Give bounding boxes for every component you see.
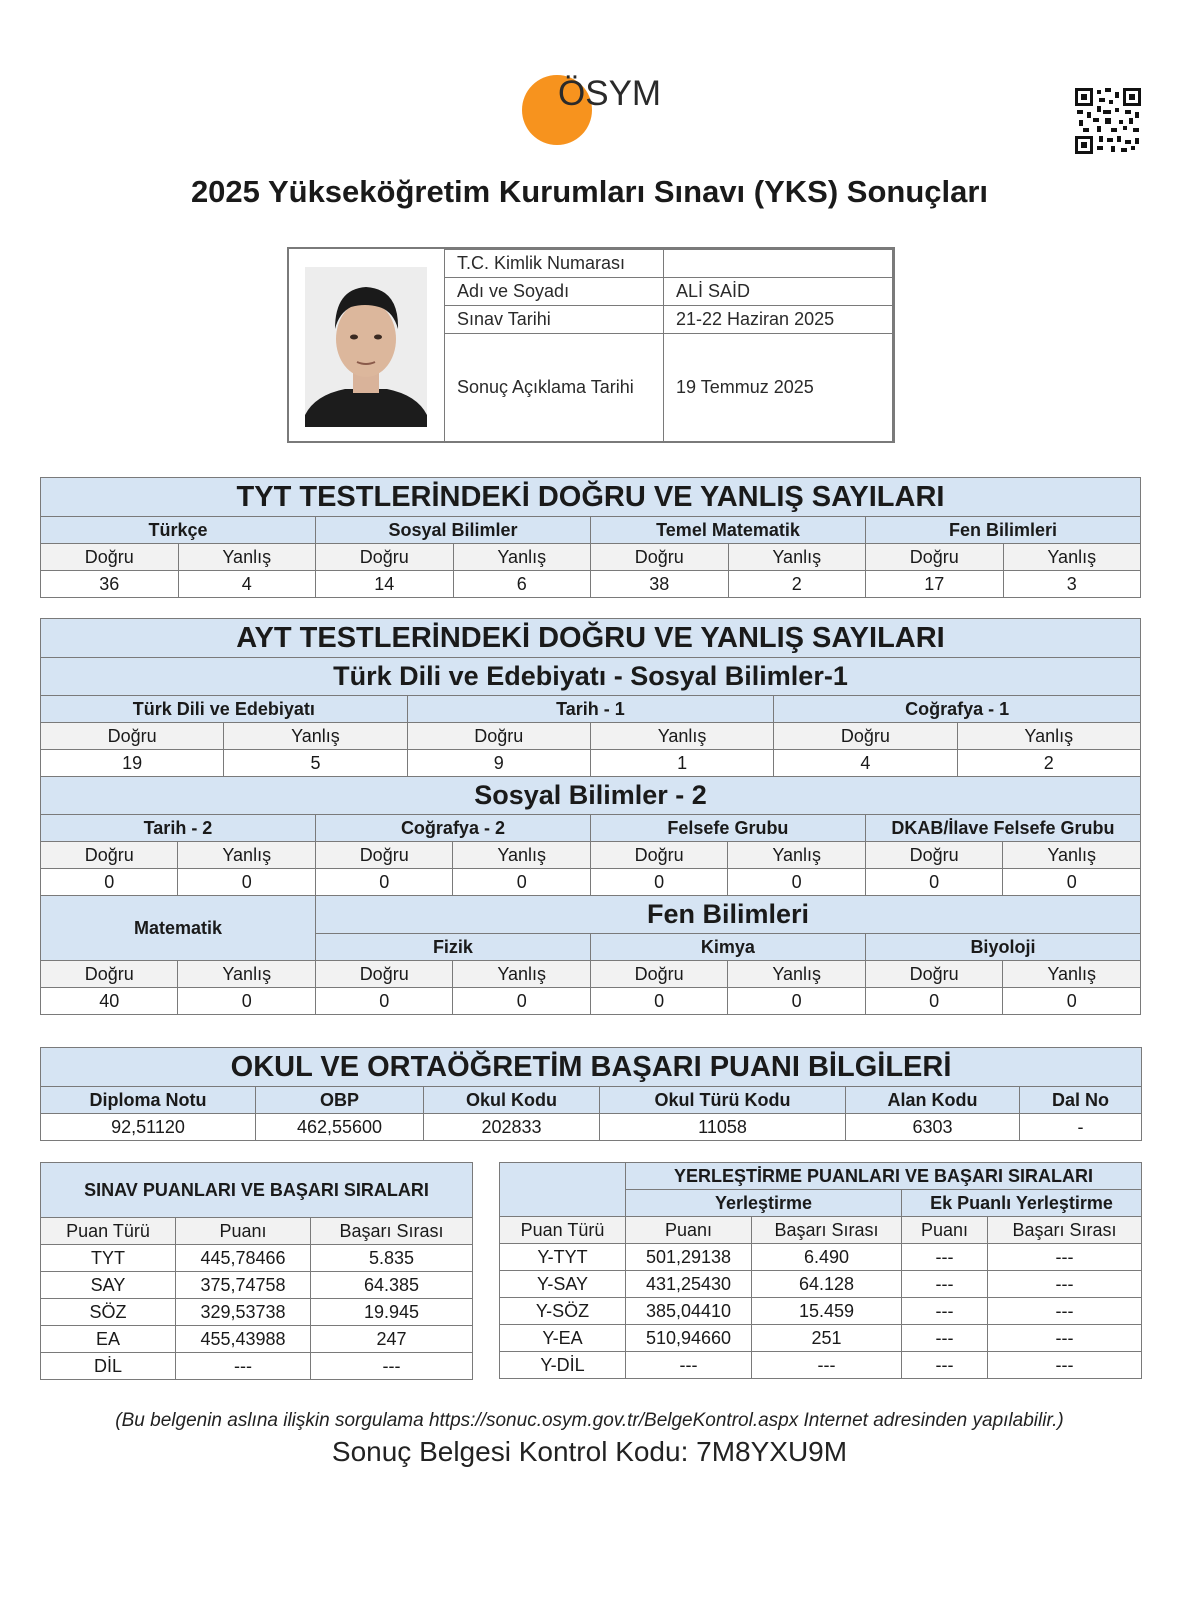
qr-code-icon — [1075, 88, 1141, 154]
dogru-value: 36 — [41, 571, 179, 598]
ayt-subject-header: Tarih - 2 — [41, 815, 316, 842]
dogru-value: 0 — [865, 869, 1002, 896]
ayt-subject-header: Biyoloji — [865, 934, 1140, 961]
control-code: Sonuç Belgesi Kontrol Kodu: 7M8YXU9M — [331, 1436, 848, 1467]
dogru-label: Doğru — [866, 544, 1004, 571]
dogru-value: 19 — [41, 750, 224, 777]
exam-date-value: 21-22 Haziran 2025 — [664, 306, 893, 334]
student-photo — [305, 267, 427, 427]
ek-sira-value: --- — [988, 1244, 1142, 1271]
tyt-subject-header: Fen Bilimleri — [866, 517, 1141, 544]
yanlis-value: 0 — [1003, 988, 1141, 1015]
identity-label: Sonuç Açıklama Tarihi — [445, 334, 664, 442]
ayt-subject-header: Tarih - 1 — [407, 696, 774, 723]
okul-header: Okul Kodu — [424, 1087, 600, 1114]
ayt-title: AYT TESTLERİNDEKİ DOĞRU VE YANLIŞ SAYILARI — [41, 619, 1141, 658]
yanlis-value: 0 — [728, 869, 865, 896]
puan-value: --- — [176, 1353, 311, 1380]
table-row — [41, 1353, 473, 1380]
obp-value: 462,55600 — [256, 1114, 424, 1141]
table-row — [41, 1299, 473, 1326]
okul-header: Dal No — [1020, 1087, 1142, 1114]
yanlis-value: 2 — [957, 750, 1140, 777]
yanlis-value: 0 — [178, 869, 315, 896]
ek-sira-value: --- — [988, 1325, 1142, 1352]
dogru-label: Doğru — [407, 723, 590, 750]
yerlestirme-group-header: Yerleştirme — [626, 1190, 902, 1217]
okul-header: Alan Kodu — [846, 1087, 1020, 1114]
yerlestirme-puanlari-table — [499, 1162, 1142, 1379]
tyt-title: TYT TESTLERİNDEKİ DOĞRU VE YANLIŞ SAYILARI — [41, 478, 1141, 517]
dogru-value: 9 — [407, 750, 590, 777]
puan-value: 431,25430 — [626, 1271, 752, 1298]
ayt-subject-header: Kimya — [590, 934, 865, 961]
puan-turu: Y-DİL — [500, 1352, 626, 1379]
fen-bilimleri-title: Fen Bilimleri — [315, 896, 1140, 934]
sira-value: 64.385 — [311, 1272, 473, 1299]
ek-sira-value: --- — [988, 1271, 1142, 1298]
yanlis-value: 3 — [1003, 571, 1141, 598]
sira-value: 15.459 — [752, 1298, 902, 1325]
ek-puanli-group-header: Ek Puanlı Yerleştirme — [902, 1190, 1142, 1217]
ayt-subject-header: Coğrafya - 1 — [774, 696, 1141, 723]
yanlis-value: 2 — [728, 571, 866, 598]
table-row — [500, 1298, 1142, 1325]
ek-puan-value: --- — [902, 1298, 988, 1325]
sinav-title: SINAV PUANLARI VE BAŞARI SIRALARI — [41, 1163, 473, 1218]
dogru-label: Doğru — [865, 842, 1002, 869]
yerlestirme-title: YERLEŞTİRME PUANLARI VE BAŞARI SIRALARI — [626, 1163, 1142, 1190]
sira-value: 6.490 — [752, 1244, 902, 1271]
yerlestirme-header: Başarı Sırası — [988, 1217, 1142, 1244]
sira-value: 19.945 — [311, 1299, 473, 1326]
dogru-value: 40 — [41, 988, 178, 1015]
puan-turu: Y-SAY — [500, 1271, 626, 1298]
yanlis-label: Yanlış — [1003, 544, 1141, 571]
puan-value: 510,94660 — [626, 1325, 752, 1352]
dogru-value: 0 — [590, 988, 727, 1015]
yerlestirme-header: Başarı Sırası — [752, 1217, 902, 1244]
ek-puan-value: --- — [902, 1244, 988, 1271]
ayt-sec1-title: Türk Dili ve Edebiyatı - Sosyal Bilimler-1 — [41, 658, 1141, 696]
okul-header: Okul Türü Kodu — [600, 1087, 846, 1114]
dogru-label: Doğru — [774, 723, 957, 750]
puan-value: 501,29138 — [626, 1244, 752, 1271]
result-date-value: 19 Temmuz 2025 — [664, 334, 893, 442]
identity-row — [445, 250, 893, 278]
verification-note: (Bu belgenin aslına ilişkin sorgulama https://sonuc.osym.gov.tr/BelgeKontrol.aspx Internet adresinden yapılabilir.) — [115, 1410, 1064, 1431]
sira-value: 251 — [752, 1325, 902, 1352]
dogru-label: Doğru — [316, 544, 454, 571]
diploma-notu-value: 92,51120 — [41, 1114, 256, 1141]
yerlestirme-corner — [500, 1163, 626, 1217]
yanlis-label: Yanlış — [453, 961, 590, 988]
puan-turu: TYT — [41, 1245, 176, 1272]
okul-header: OBP — [256, 1087, 424, 1114]
dogru-label: Doğru — [590, 842, 727, 869]
puan-value: --- — [626, 1352, 752, 1379]
identity-label: Sınav Tarihi — [445, 306, 664, 334]
dogru-label: Doğru — [315, 961, 452, 988]
puan-value: 375,74758 — [176, 1272, 311, 1299]
dogru-label: Doğru — [41, 842, 178, 869]
identity-label: Adı ve Soyadı — [445, 278, 664, 306]
dogru-label: Doğru — [41, 544, 179, 571]
logo-text: ÖSYM — [558, 74, 662, 113]
ayt-subject-header: Türk Dili ve Edebiyatı — [41, 696, 408, 723]
ayt-subject-header: Felsefe Grubu — [590, 815, 865, 842]
table-row — [500, 1271, 1142, 1298]
tyt-subject-header: Sosyal Bilimler — [316, 517, 591, 544]
ayt-subject-header: DKAB/İlave Felsefe Grubu — [865, 815, 1140, 842]
dogru-value: 17 — [866, 571, 1004, 598]
dogru-value: 0 — [590, 869, 727, 896]
dal-no-value: - — [1020, 1114, 1142, 1141]
identity-box — [287, 247, 895, 443]
puan-turu: Y-SÖZ — [500, 1298, 626, 1325]
okul-turu-kodu-value: 11058 — [600, 1114, 846, 1141]
name-value: ALİ SAİD — [664, 278, 893, 306]
page-title: 2025 Yükseköğretim Kurumları Sınavı (YKS) Sonuçları — [190, 174, 989, 209]
yanlis-label: Yanlış — [453, 842, 590, 869]
okul-header: Diploma Notu — [41, 1087, 256, 1114]
yanlis-label: Yanlış — [453, 544, 591, 571]
ayt-table — [40, 618, 1141, 1015]
dogru-value: 4 — [774, 750, 957, 777]
identity-row — [445, 306, 893, 334]
yerlestirme-header: Puanı — [626, 1217, 752, 1244]
sinav-header: Puan Türü — [41, 1218, 176, 1245]
yanlis-value: 6 — [453, 571, 591, 598]
yanlis-value: 0 — [178, 988, 315, 1015]
identity-label: T.C. Kimlik Numarası — [445, 250, 664, 278]
puan-value: 385,04410 — [626, 1298, 752, 1325]
yanlis-value: 0 — [1003, 869, 1141, 896]
yanlis-value: 0 — [728, 988, 865, 1015]
table-row — [500, 1325, 1142, 1352]
table-row — [41, 1245, 473, 1272]
dogru-label: Doğru — [865, 961, 1002, 988]
tyt-subject-header: Temel Matematik — [591, 517, 866, 544]
okul-kodu-value: 202833 — [424, 1114, 600, 1141]
puan-turu: SÖZ — [41, 1299, 176, 1326]
tyt-table — [40, 477, 1141, 598]
puan-value: 329,53738 — [176, 1299, 311, 1326]
puan-turu: DİL — [41, 1353, 176, 1380]
dogru-label: Doğru — [590, 961, 727, 988]
yanlis-label: Yanlış — [728, 842, 865, 869]
yanlis-label: Yanlış — [590, 723, 773, 750]
identity-row — [445, 334, 893, 442]
ek-sira-value: --- — [988, 1298, 1142, 1325]
table-row — [500, 1352, 1142, 1379]
table-row — [41, 1272, 473, 1299]
sinav-header: Puanı — [176, 1218, 311, 1245]
table-row — [41, 1326, 473, 1353]
sira-value: 5.835 — [311, 1245, 473, 1272]
yanlis-label: Yanlış — [224, 723, 407, 750]
sinav-puanlari-table — [40, 1162, 473, 1380]
dogru-value: 0 — [865, 988, 1002, 1015]
yanlis-label: Yanlış — [178, 544, 316, 571]
yanlis-label: Yanlış — [957, 723, 1140, 750]
dogru-value: 14 — [316, 571, 454, 598]
sinav-header: Başarı Sırası — [311, 1218, 473, 1245]
ayt-sec2-title: Sosyal Bilimler - 2 — [41, 777, 1141, 815]
yanlis-value: 1 — [590, 750, 773, 777]
yerlestirme-header: Puanı — [902, 1217, 988, 1244]
sira-value: --- — [311, 1353, 473, 1380]
ayt-subject-header: Coğrafya - 2 — [315, 815, 590, 842]
yanlis-label: Yanlış — [728, 961, 865, 988]
dogru-value: 0 — [41, 869, 178, 896]
yanlis-label: Yanlış — [1003, 842, 1141, 869]
puan-value: 445,78466 — [176, 1245, 311, 1272]
puan-value: 455,43988 — [176, 1326, 311, 1353]
yanlis-label: Yanlış — [178, 842, 315, 869]
puan-turu: Y-TYT — [500, 1244, 626, 1271]
puan-turu: Y-EA — [500, 1325, 626, 1352]
alan-kodu-value: 6303 — [846, 1114, 1020, 1141]
tyt-subject-header: Türkçe — [41, 517, 316, 544]
okul-table — [40, 1047, 1142, 1141]
osym-logo — [522, 70, 670, 150]
tc-number-value — [664, 250, 893, 278]
puan-turu: SAY — [41, 1272, 176, 1299]
yanlis-value: 4 — [178, 571, 316, 598]
yanlis-label: Yanlış — [728, 544, 866, 571]
dogru-value: 0 — [315, 869, 452, 896]
matematik-header: Matematik — [41, 896, 316, 961]
yanlis-label: Yanlış — [1003, 961, 1141, 988]
yanlis-label: Yanlış — [178, 961, 315, 988]
ek-puan-value: --- — [902, 1271, 988, 1298]
dogru-label: Doğru — [315, 842, 452, 869]
ek-puan-value: --- — [902, 1325, 988, 1352]
sira-value: --- — [752, 1352, 902, 1379]
yanlis-value: 0 — [453, 988, 590, 1015]
sira-value: 247 — [311, 1326, 473, 1353]
identity-table — [444, 249, 893, 442]
yanlis-value: 5 — [224, 750, 407, 777]
table-row — [500, 1244, 1142, 1271]
okul-title: OKUL VE ORTAÖĞRETİM BAŞARI PUANI BİLGİLERİ — [41, 1048, 1142, 1087]
dogru-value: 0 — [315, 988, 452, 1015]
ek-puan-value: --- — [902, 1352, 988, 1379]
person-silhouette-icon — [305, 267, 427, 427]
dogru-value: 38 — [591, 571, 729, 598]
dogru-label: Doğru — [41, 961, 178, 988]
identity-row — [445, 278, 893, 306]
dogru-label: Doğru — [41, 723, 224, 750]
yerlestirme-header: Puan Türü — [500, 1217, 626, 1244]
yanlis-value: 0 — [453, 869, 590, 896]
ek-sira-value: --- — [988, 1352, 1142, 1379]
sira-value: 64.128 — [752, 1271, 902, 1298]
dogru-label: Doğru — [591, 544, 729, 571]
puan-turu: EA — [41, 1326, 176, 1353]
ayt-subject-header: Fizik — [315, 934, 590, 961]
